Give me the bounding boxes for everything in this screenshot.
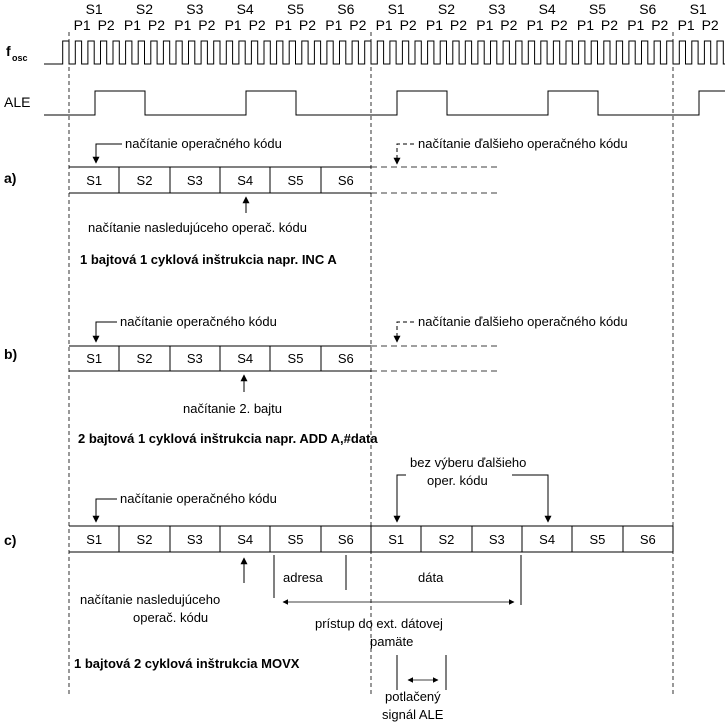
section-a-state-6: S6 <box>337 173 354 188</box>
section-b-next-note: načítanie ďalšieho operačného kódu <box>418 314 628 329</box>
section-c-noselect-arrow-2 <box>512 475 548 522</box>
section-c-state-2: S2 <box>136 532 153 547</box>
section-c-data-note: dáta <box>418 570 444 585</box>
section-c-state-7: S1 <box>388 532 405 547</box>
section-c-label: c) <box>4 532 17 548</box>
section-b <box>4 314 628 446</box>
header-phase-8-p2: P2 <box>449 17 468 33</box>
section-c-ale-note-2: signál ALE <box>382 707 444 722</box>
header-phase-1-p2: P2 <box>97 17 115 33</box>
header-phase-9-p1: P1 <box>476 17 494 33</box>
header-phase-5-p2: P2 <box>298 17 317 33</box>
section-c-state-3: S3 <box>186 532 203 547</box>
fosc-label: f <box>6 43 11 59</box>
fosc-subscript: osc <box>12 53 28 63</box>
section-b-fetch-arrow <box>96 322 117 342</box>
header-phase-9-p2: P2 <box>500 17 518 33</box>
section-a-fetch-note: načítanie operačného kódu <box>125 136 282 151</box>
section-c-ale-note-1: potlačený <box>385 689 441 704</box>
section-c-state-1: S1 <box>86 532 103 547</box>
section-c <box>4 455 673 722</box>
section-a-state-5: S5 <box>287 173 304 188</box>
section-b-state-5: S5 <box>287 351 304 366</box>
header-state-8: S2 <box>437 1 456 17</box>
header-phase-5-p1: P1 <box>274 17 293 33</box>
section-c-following-note-1: načítanie nasledujúceho <box>80 592 221 607</box>
header-state-7: S1 <box>387 1 405 17</box>
section-a-state-1: S1 <box>86 173 103 188</box>
header-phase-2-p2: P2 <box>147 17 166 33</box>
header-phase-2-p1: P1 <box>123 17 142 33</box>
section-b-next-arrow <box>397 322 414 342</box>
section-a-state-2: S2 <box>136 173 153 188</box>
section-c-following-note-2: operač. kódu <box>133 610 209 625</box>
section-c-state-12: S6 <box>639 532 656 547</box>
section-a-label: a) <box>4 170 17 186</box>
section-b-state-3: S3 <box>186 351 203 366</box>
header-state-9: S3 <box>488 1 506 17</box>
header-phase-10-p2: P2 <box>550 17 568 33</box>
section-b-state-1: S1 <box>86 351 103 366</box>
section-c-state-11: S5 <box>589 532 606 547</box>
section-a-fetch-arrow <box>96 144 122 163</box>
header-state-4: S4 <box>236 1 254 17</box>
header-state-10: S4 <box>538 1 556 17</box>
state-header <box>74 1 719 33</box>
header-state-11: S5 <box>588 1 607 17</box>
section-a-title: 1 bajtová 1 cyklová inštrukcia napr. INC A <box>80 252 337 267</box>
header-state-5: S5 <box>286 1 305 17</box>
section-a-next-note: načítanie ďalšieho operačného kódu <box>418 136 628 151</box>
header-phase-6-p1: P1 <box>325 17 343 33</box>
fosc-wave <box>44 41 725 64</box>
section-c-title: 1 bajtová 2 cyklová inštrukcia MOVX <box>74 656 300 671</box>
section-c-state-6: S6 <box>337 532 354 547</box>
header-phase-13-p1: P1 <box>677 17 695 33</box>
section-c-state-4: S4 <box>237 532 254 547</box>
section-c-noselect-note-2: oper. kódu <box>427 473 488 488</box>
header-phase-4-p1: P1 <box>224 17 242 33</box>
section-c-fetch-arrow <box>96 499 117 522</box>
section-c-state-9: S3 <box>488 532 505 547</box>
section-a-state-4: S4 <box>237 173 254 188</box>
header-phase-10-p1: P1 <box>526 17 544 33</box>
header-phase-1-p1: P1 <box>73 17 91 33</box>
ale-wave <box>44 91 725 115</box>
header-phase-7-p1: P1 <box>375 17 393 33</box>
header-phase-3-p1: P1 <box>174 17 192 33</box>
section-c-address-note: adresa <box>283 570 323 585</box>
header-phase-13-p2: P2 <box>701 17 719 33</box>
header-phase-7-p2: P2 <box>399 17 417 33</box>
section-b-second-byte-note: načítanie 2. bajtu <box>183 401 283 416</box>
section-b-state-6: S6 <box>337 351 354 366</box>
section-b-fetch-note: načítanie operačného kódu <box>120 314 277 329</box>
header-state-6: S6 <box>337 1 355 17</box>
header-phase-4-p2: P2 <box>248 17 266 33</box>
section-c-access-note-1: prístup do ext. dátovej <box>315 616 443 631</box>
ale-label: ALE <box>4 94 31 110</box>
section-b-state-4: S4 <box>237 351 254 366</box>
section-c-state-8: S2 <box>438 532 455 547</box>
header-state-12: S6 <box>639 1 657 17</box>
header-phase-11-p1: P1 <box>576 17 595 33</box>
header-phase-6-p2: P2 <box>349 17 367 33</box>
section-a-next-arrow <box>397 144 414 164</box>
section-c-access-note-2: pamäte <box>370 634 414 649</box>
section-b-title: 2 bajtová 1 cyklová inštrukcia napr. ADD A,#data <box>78 431 378 446</box>
section-b-label: b) <box>4 346 18 362</box>
section-c-state-5: S5 <box>287 532 304 547</box>
section-c-fetch-note: načítanie operačného kódu <box>120 491 277 506</box>
header-state-2: S2 <box>135 1 154 17</box>
header-phase-3-p2: P2 <box>198 17 216 33</box>
header-state-1: S1 <box>85 1 103 17</box>
header-state-13: S1 <box>689 1 707 17</box>
section-a-state-3: S3 <box>186 173 203 188</box>
header-state-3: S3 <box>186 1 204 17</box>
section-b-state-2: S2 <box>136 351 153 366</box>
section-c-noselect-arrow-1 <box>397 475 406 522</box>
header-phase-12-p2: P2 <box>651 17 669 33</box>
section-a <box>4 136 628 267</box>
section-c-state-10: S4 <box>539 532 556 547</box>
section-a-following-note: načítanie nasledujúceho operač. kódu <box>88 220 307 235</box>
header-phase-12-p1: P1 <box>627 17 645 33</box>
header-phase-11-p2: P2 <box>600 17 619 33</box>
header-phase-8-p1: P1 <box>425 17 444 33</box>
section-c-noselect-note-1: bez výberu ďalšieho <box>410 455 527 470</box>
